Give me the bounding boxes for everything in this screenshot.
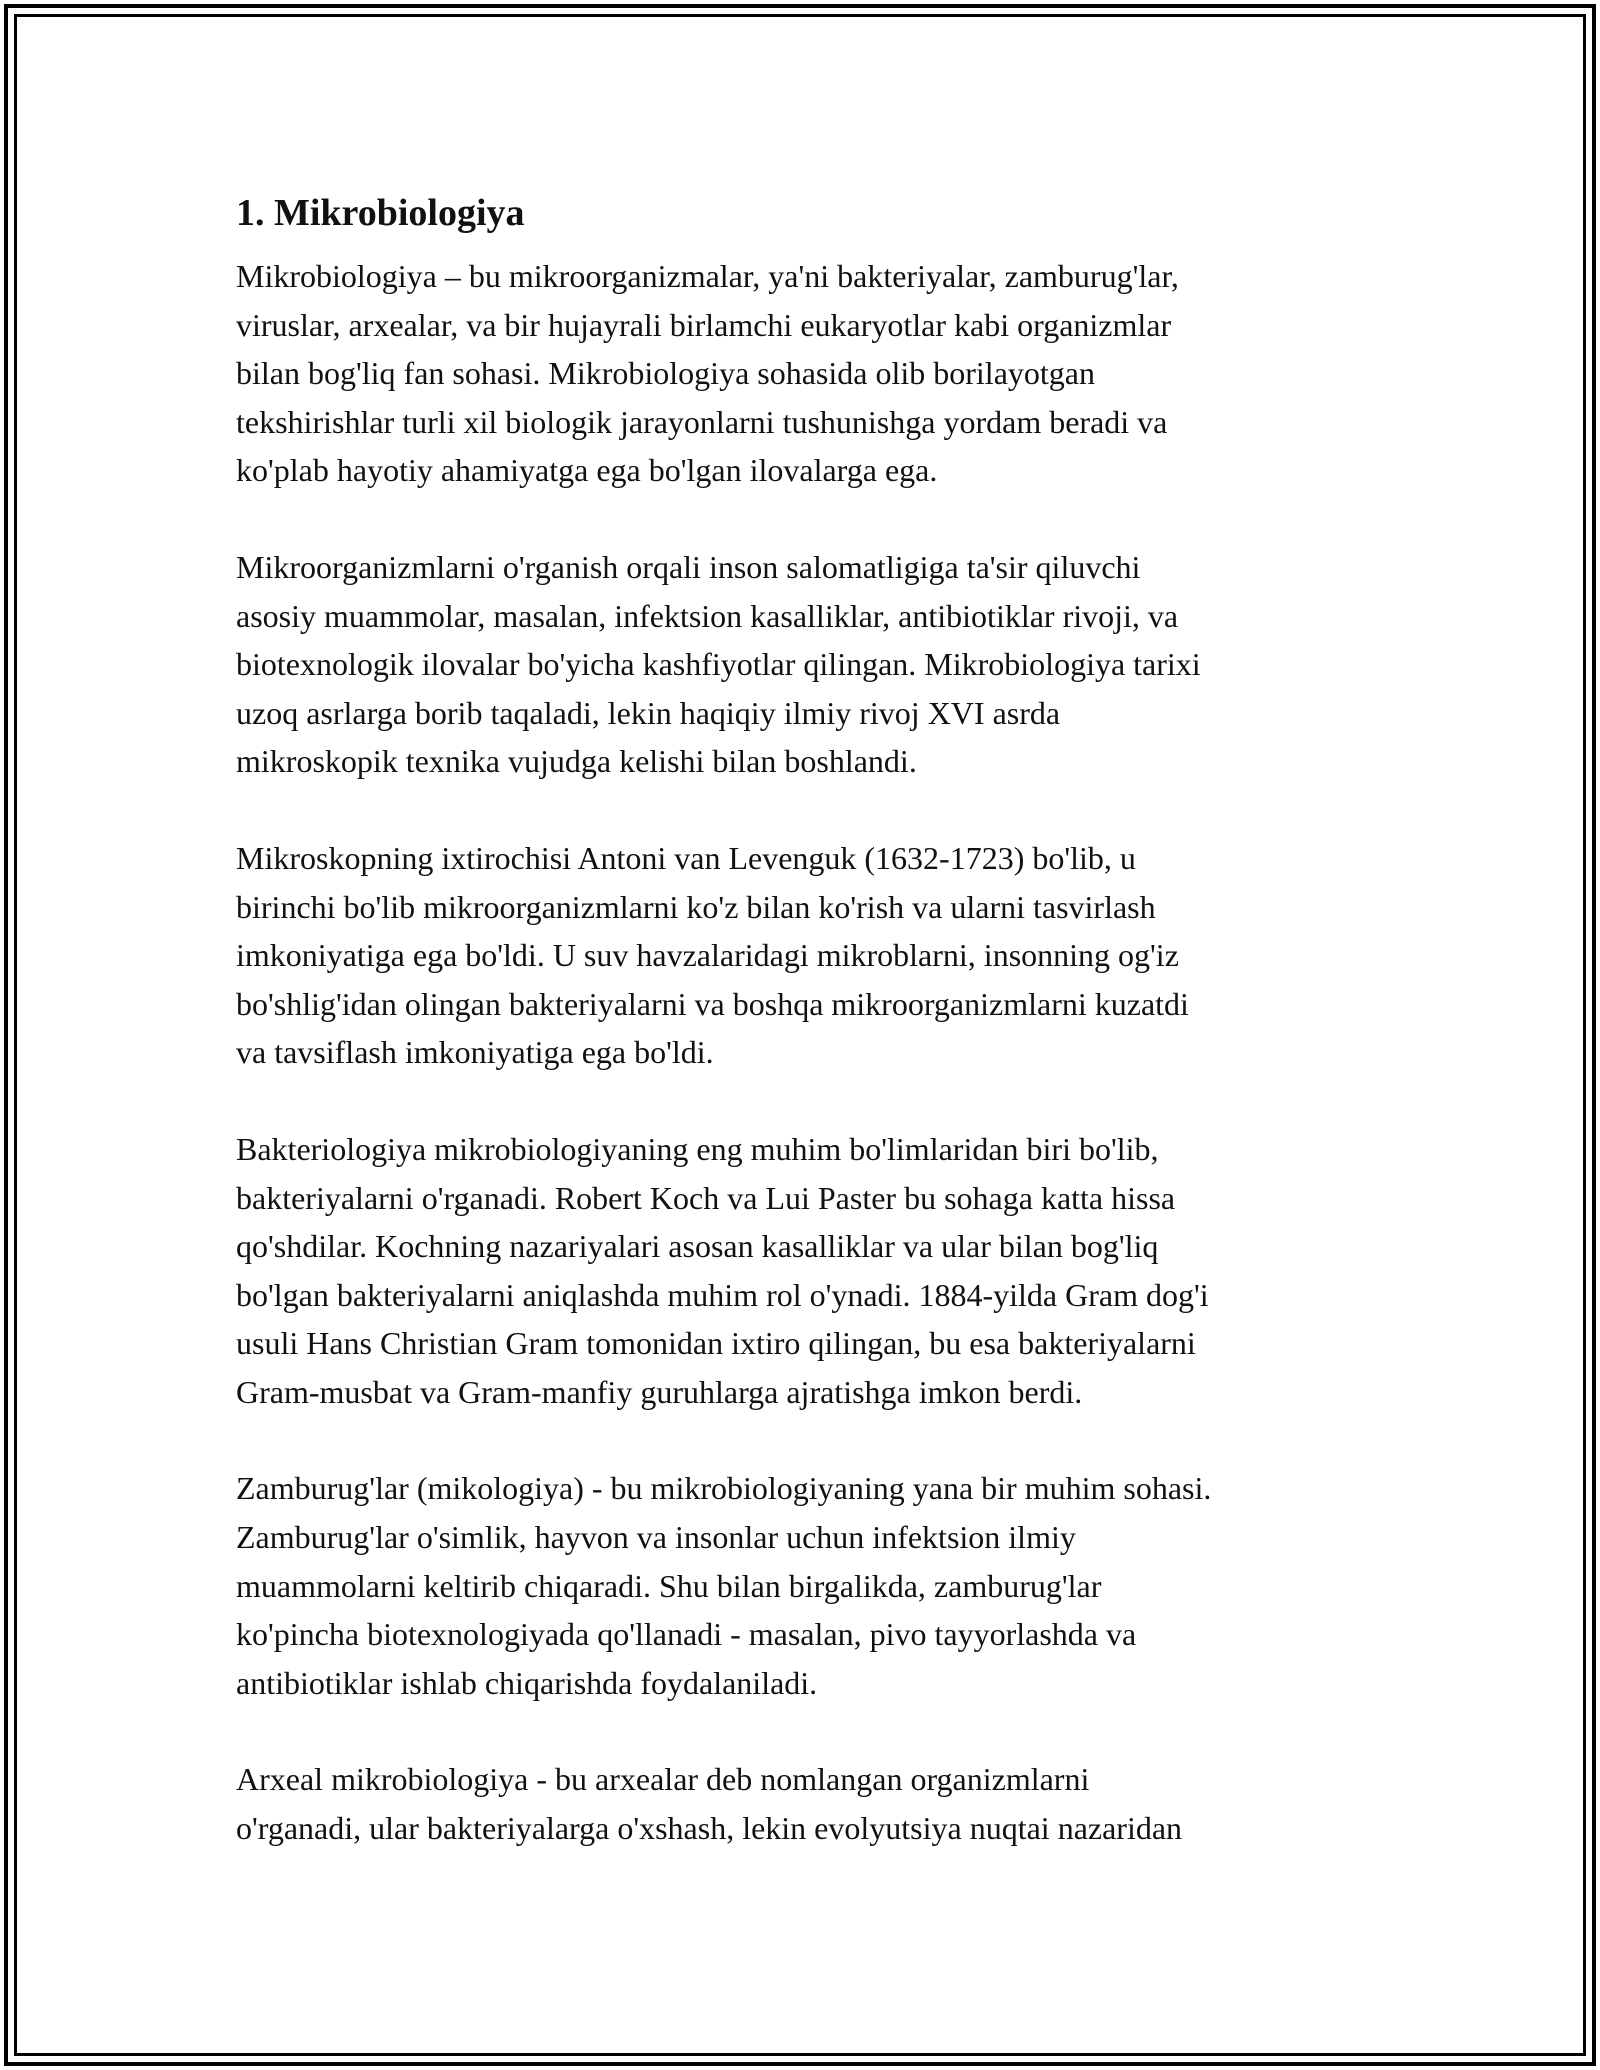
document-page [236, 186, 1364, 1901]
section-heading: 1. Mikrobiologiya [236, 192, 525, 234]
paragraph-archaea: Arxeal mikrobiologiya - bu arxealar deb nomlangan organizmlarni o'rganadi, ular bakteriyalarga o'xshash, lekin evolyutsiya nuqtai nazaridan [236, 1761, 1183, 1847]
paragraph-microscope: Mikroskopning ixtirochisi Antoni van Levenguk (1632-1723) bo'lib, u birinchi bo'lib mikroorganizmlarni ko'z bilan ko'rish va ularni tasvirlash imkoniyatiga ega bo'ldi. U suv havzalaridagi mikroblarni, insonning og'iz bo'shlig'idan olingan bakteriyalarni va boshqa mikroorganizmlarni kuzatdi va tavsiflash imkoniyatiga ega bo'ldi. [236, 839, 1189, 1071]
paragraph-health: Mikroorganizmlarni o'rganish orqali inson salomatligiga ta'sir qiluvchi asosiy muammolar, masalan, infektsion kasalliklar, antibiotiklar rivoji, va biotexnologik ilovalar bo'yicha kashfiyotlar qilingan. Mikrobiologiya tarixi uzoq asrlarga borib taqaladi, lekin haqiqiy ilmiy rivoj XVI asrda mikroskopik texnika vujudga kelishi bilan boshlandi. [236, 548, 1201, 780]
paragraph-intro: Mikrobiologiya – bu mikroorganizmalar, ya'ni bakteriyalar, zamburug'lar, viruslar, arxealar, va bir hujayrali birlamchi eukaryotlar kabi organizmlar bilan bog'liq fan sohasi. Mikrobiologiya sohasida olib borilayotgan tekshirishlar turli xil biologik jarayonlarni tushunishga yordam beradi va ko'plab hayotiy ahamiyatga ega bo'lgan ilovalarga ega. [236, 258, 1179, 489]
paragraph-bacteriology: Bakteriologiya mikrobiologiyaning eng muhim bo'limlaridan biri bo'lib, bakteriyalarni o'rganadi. Robert Koch va Lui Paster bu sohaga katta hissa qo'shdilar. Kochning nazariyalari asosan kasalliklar va ular bilan bog'liq bo'lgan bakteriyalarni aniqlashda muhim rol o'ynadi. 1884-yilda Gram dog'i usuli Hans Christian Gram tomonidan ixtiro qilingan, bu esa bakteriyalarni Gram-musbat va Gram-manfiy guruhlarga ajratishga imkon berdi. [236, 1130, 1209, 1410]
document-body [236, 252, 1364, 1853]
paragraph-mycology: Zamburug'lar (mikologiya) - bu mikrobiologiyaning yana bir muhim sohasi. Zamburug'lar o'simlik, hayvon va insonlar uchun infektsion ilmiy muammolarni keltirib chiqaradi. Shu bilan birgalikda, zamburug'lar ko'pincha biotexnologiyada qo'llanadi - masalan, pivo tayyorlashda va antibiotiklar ishlab chiqarishda foydalaniladi. [236, 1470, 1212, 1701]
